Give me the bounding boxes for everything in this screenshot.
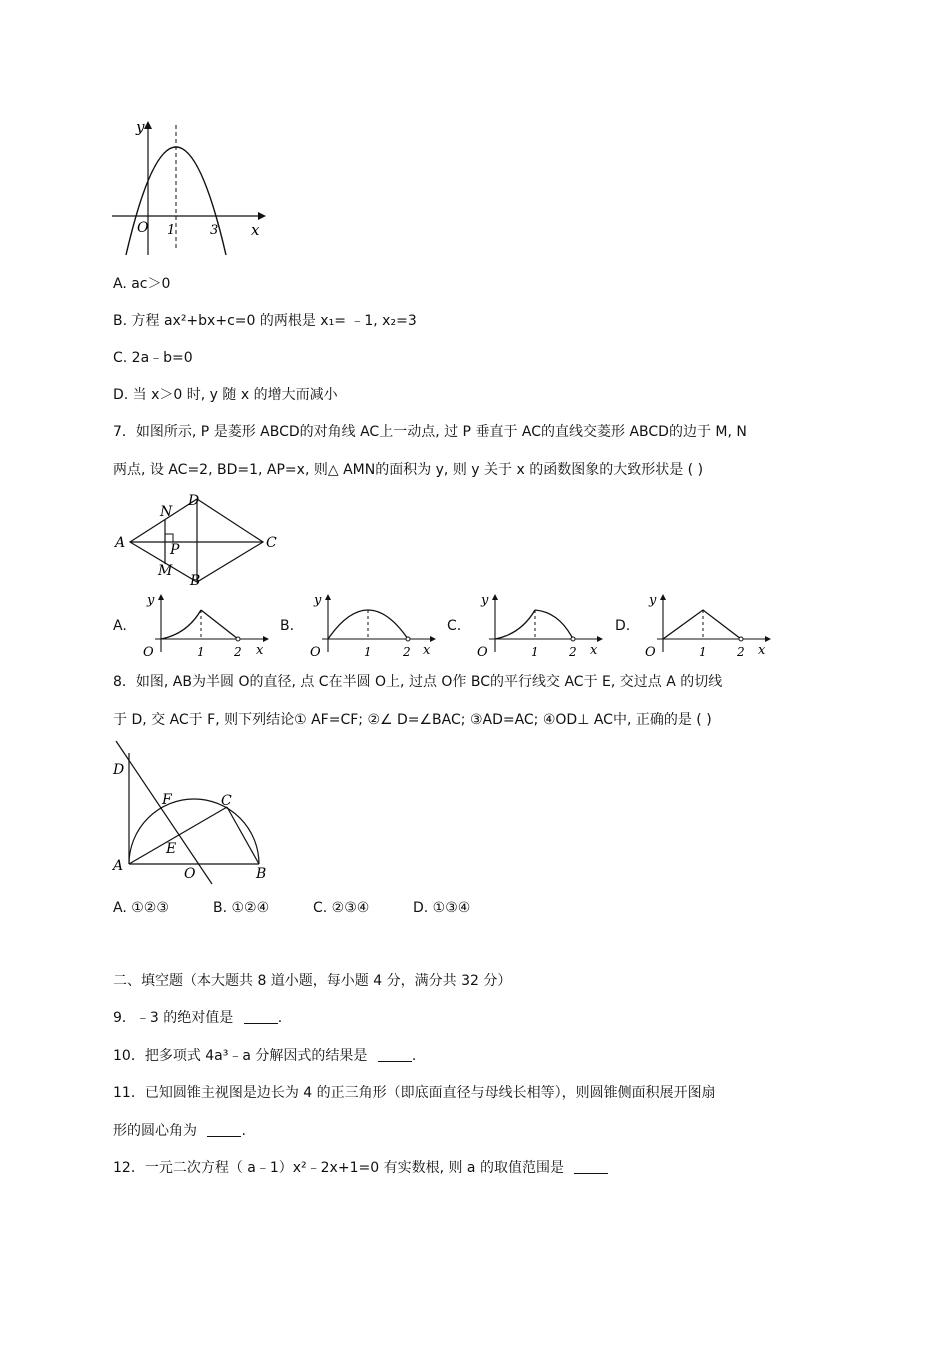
x-axis-label: x [256, 643, 264, 658]
q7-choice-d-label: D. [615, 618, 631, 634]
q7-choice-a-label: A. [113, 618, 127, 634]
q11-line-1: 11．已知圆锥主视图是边长为 4 的正三角形（即底面直径与母线长相等），则圆锥侧面积展开图扇 [113, 1085, 716, 1101]
q6-option-a: A. ac＞0 [113, 276, 171, 292]
x-axis-label: x [590, 643, 598, 658]
semicircle-label-b: B [256, 866, 267, 882]
q8-option-a: A. ①②③ [113, 900, 169, 916]
q11-period: . [241, 1123, 246, 1139]
rhombus-label-b: B [190, 573, 201, 589]
tick-label-1: 1 [364, 645, 372, 659]
semicircle-label-o: O [184, 866, 196, 882]
q6-option-d: D. 当 x＞0 时, y 随 x 的增大而减小 [113, 387, 338, 403]
q7-line-1: 7．如图所示, P 是菱形 ABCD的对角线 AC上一动点, 过 P 垂直于 AC的直线交菱形 ABCD的边于 M, N [113, 424, 747, 440]
rhombus-label-d: D [188, 493, 200, 509]
rhombus-label-n: N [160, 504, 173, 520]
semicircle-label-e: E [166, 841, 177, 857]
tick-label-1: 1 [197, 645, 205, 659]
q11-answer-blank[interactable] [207, 1122, 241, 1137]
q6-option-c: C. 2a﹣b=0 [113, 350, 193, 366]
tick-label-2: 2 [737, 645, 745, 659]
origin-label: O [310, 645, 321, 660]
q7-line-2: 两点, 设 AC=2, BD=1, AP=x, 则△ AMN的面积为 y, 则 y 关于 x 的函数图象的大致形状是 ( ) [113, 462, 704, 478]
x-axis-label: x [251, 221, 260, 239]
q7-choice-b-graph [302, 590, 442, 660]
x-axis-label: x [423, 643, 431, 658]
q9-text: 9．﹣3 的绝对值是 [113, 1010, 234, 1026]
section-heading: 二、填空题（本大题共 8 道小题，每小题 4 分，满分共 32 分） [113, 973, 512, 989]
q10-text: 10．把多项式 4a³﹣a 分解因式的结果是 [113, 1048, 368, 1064]
tick-label-1: 1 [167, 223, 176, 238]
semicircle-diagram [108, 738, 278, 888]
q6-option-b: B. 方程 ax²+bx+c=0 的两根是 x₁= ﹣1, x₂=3 [113, 313, 417, 329]
q10-answer-blank[interactable] [378, 1047, 412, 1062]
semicircle-label-d: D [113, 762, 125, 778]
q7-choice-a-graph [135, 590, 275, 660]
y-axis-label: y [147, 593, 155, 608]
y-axis-label: y [481, 593, 489, 608]
origin-label: O [143, 645, 154, 660]
rhombus-label-m: M [158, 563, 173, 579]
q8-line-2: 于 D, 交 AC于 F, 则下列结论① AF=CF; ②∠ D=∠BAC; ③AD=AC; ④OD⊥ AC中, 正确的是 ( ) [113, 712, 712, 728]
q7-choice-d-graph [637, 590, 777, 660]
semicircle-label-a: A [113, 858, 124, 874]
y-axis-label: y [136, 118, 145, 136]
q10 [113, 1046, 416, 1066]
rhombus-diagram [110, 492, 280, 587]
semicircle-label-f: F [162, 792, 172, 808]
q12-answer-blank[interactable] [574, 1159, 608, 1174]
tick-label-1: 1 [531, 645, 539, 659]
tick-label-3: 3 [210, 223, 219, 238]
y-axis-label: y [314, 593, 322, 608]
q8-option-d: D. ①③④ [413, 900, 471, 916]
x-axis-label: x [758, 643, 766, 658]
rhombus-label-c: C [266, 535, 277, 551]
y-axis-label: y [649, 593, 657, 608]
q8-line-1: 8．如图, AB为半圆 O的直径, 点 C在半圆 O上, 过点 O作 BC的平行线交 AC于 E, 交过点 A 的切线 [113, 674, 723, 690]
q8-option-b: B. ①②④ [213, 900, 270, 916]
tick-label-2: 2 [569, 645, 577, 659]
q11-text: 形的圆心角为 [113, 1123, 197, 1139]
q12 [113, 1158, 608, 1178]
tick-label-2: 2 [403, 645, 411, 659]
rhombus-label-p: P [170, 542, 180, 558]
origin-label: O [477, 645, 488, 660]
q9 [113, 1008, 282, 1028]
q10-period: . [411, 1048, 417, 1064]
tick-label-2: 2 [234, 645, 242, 659]
q9-period: . [277, 1010, 283, 1026]
q12-text: 12．一元二次方程（ a﹣1）x²﹣2x+1=0 有实数根, 则 a 的取值范围是 [113, 1160, 564, 1176]
tick-label-1: 1 [699, 645, 707, 659]
origin-label: O [645, 645, 656, 660]
origin-label: O [137, 220, 149, 236]
q9-answer-blank[interactable] [244, 1009, 278, 1024]
q7-choice-c-graph [469, 590, 609, 660]
q7-choice-b-label: B. [280, 618, 295, 634]
semicircle-label-c: C [221, 793, 232, 809]
q7-choice-c-label: C. [447, 618, 462, 634]
rhombus-label-a: A [115, 535, 126, 551]
parabola-graph [108, 115, 268, 260]
q11-line-2 [113, 1121, 246, 1141]
q8-option-c: C. ②③④ [313, 900, 370, 916]
